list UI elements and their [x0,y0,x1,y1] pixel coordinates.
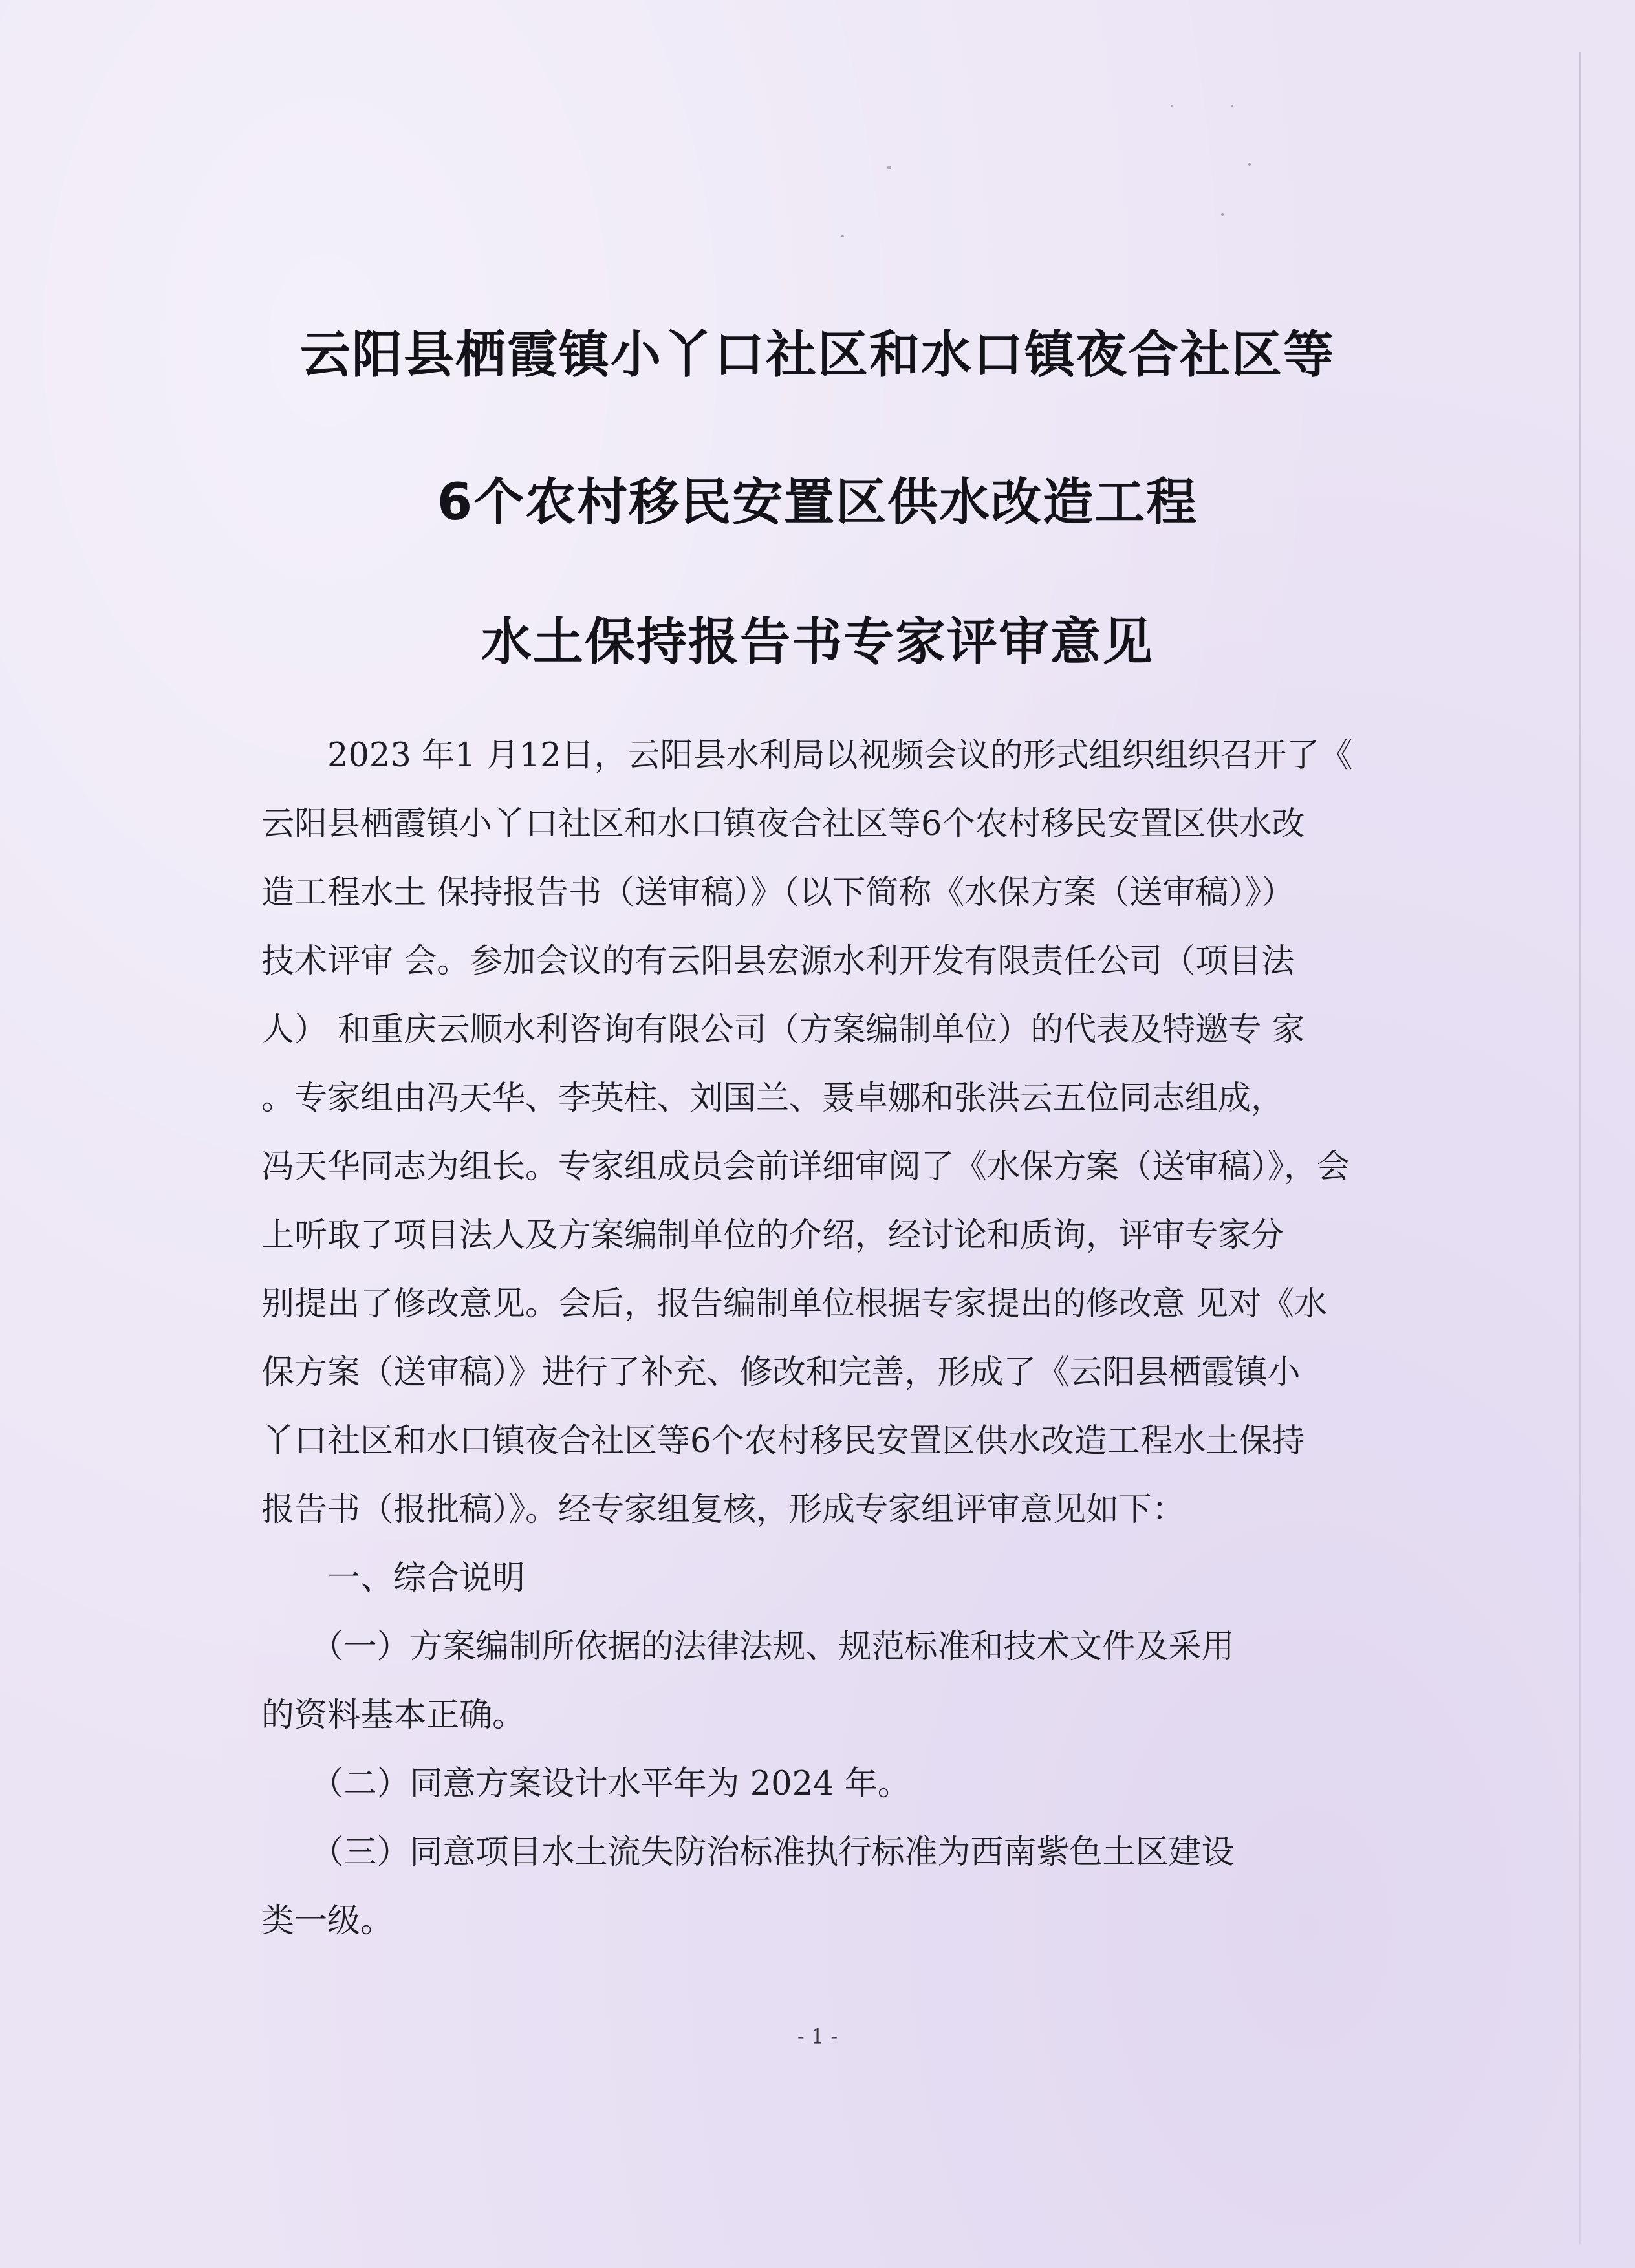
item-3-paragraph [261,1819,1400,1956]
text-line: 报告书（报批稿）》。经专家组复核，形成专家组评审意见如下： [261,1491,1186,1529]
text-line: 冯天华同志为组长。专家组成员会前详细审阅了《水保方案（送审稿）》，会 [261,1148,1350,1186]
text-line: （一）方案编制所依据的法律法规、规范标准和技术文件及采用 [261,1628,1235,1666]
text-line: 2023 年1 月12日，云阳县水利局以视频会议的形式组织组织召开了《 [261,737,1353,775]
section-heading: 一、综合说明 [261,1559,526,1597]
scan-speck [1231,105,1233,107]
page-number: - 1 - [797,2024,838,2049]
text-line: 类一级。 [261,1902,394,1940]
document-title-line-3: 水土保持报告书专家评审意见 [481,613,1154,671]
text-line: 云阳县栖霞镇小丫口社区和水口镇夜合社区等6个农村移民安置区供水改 [261,805,1305,843]
intro-paragraph [261,722,1400,1544]
text-line: 别提出了修改意见。会后，报告编制单位根据专家提出的修改意 见对《水 [261,1285,1328,1323]
text-line: 技术评审 会。参加会议的有云阳县宏源水利开发有限责任公司（项目法 [261,942,1295,980]
document-title-line-1: 云阳县栖霞镇小丫口社区和水口镇夜合社区等 [299,326,1335,384]
text-line: （三）同意项目水土流失防治标准执行标准为西南紫色土区建设 [261,1833,1235,1872]
item-2-paragraph: （二）同意方案设计水平年为 2024 年。 [261,1765,911,1803]
item-1-paragraph [261,1613,1400,1750]
text-line: 人） 和重庆云顺水利咨询有限公司（方案编制单位）的代表及特邀专 家 [261,1011,1305,1049]
scan-speck [887,166,891,169]
scan-speck [841,235,844,237]
text-line: 。专家组由冯天华、李英柱、刘国兰、聂卓娜和张洪云五位同志组成， [261,1079,1284,1118]
text-line: 上听取了项目法人及方案编制单位的介绍，经讨论和质询，评审专家分 [261,1216,1284,1255]
document-title-line-2: 6个农村移民安置区供水改造工程 [437,473,1198,532]
scan-speck [1171,105,1173,107]
document-body [261,722,1400,1956]
text-line: 保方案（送审稿）》进行了补充、修改和完善，形成了《云阳县栖霞镇小 [261,1354,1301,1392]
text-line: 造工程水土 保持报告书（送审稿）》（以下简称《水保方案（送审稿）》） [261,874,1295,912]
scan-speck [1221,213,1224,216]
text-line: 丫口社区和水口镇夜合社区等6个农村移民安置区供水改造工程水土保持 [261,1422,1305,1460]
scan-speck [1248,163,1251,166]
text-line: 的资料基本正确。 [261,1696,526,1734]
